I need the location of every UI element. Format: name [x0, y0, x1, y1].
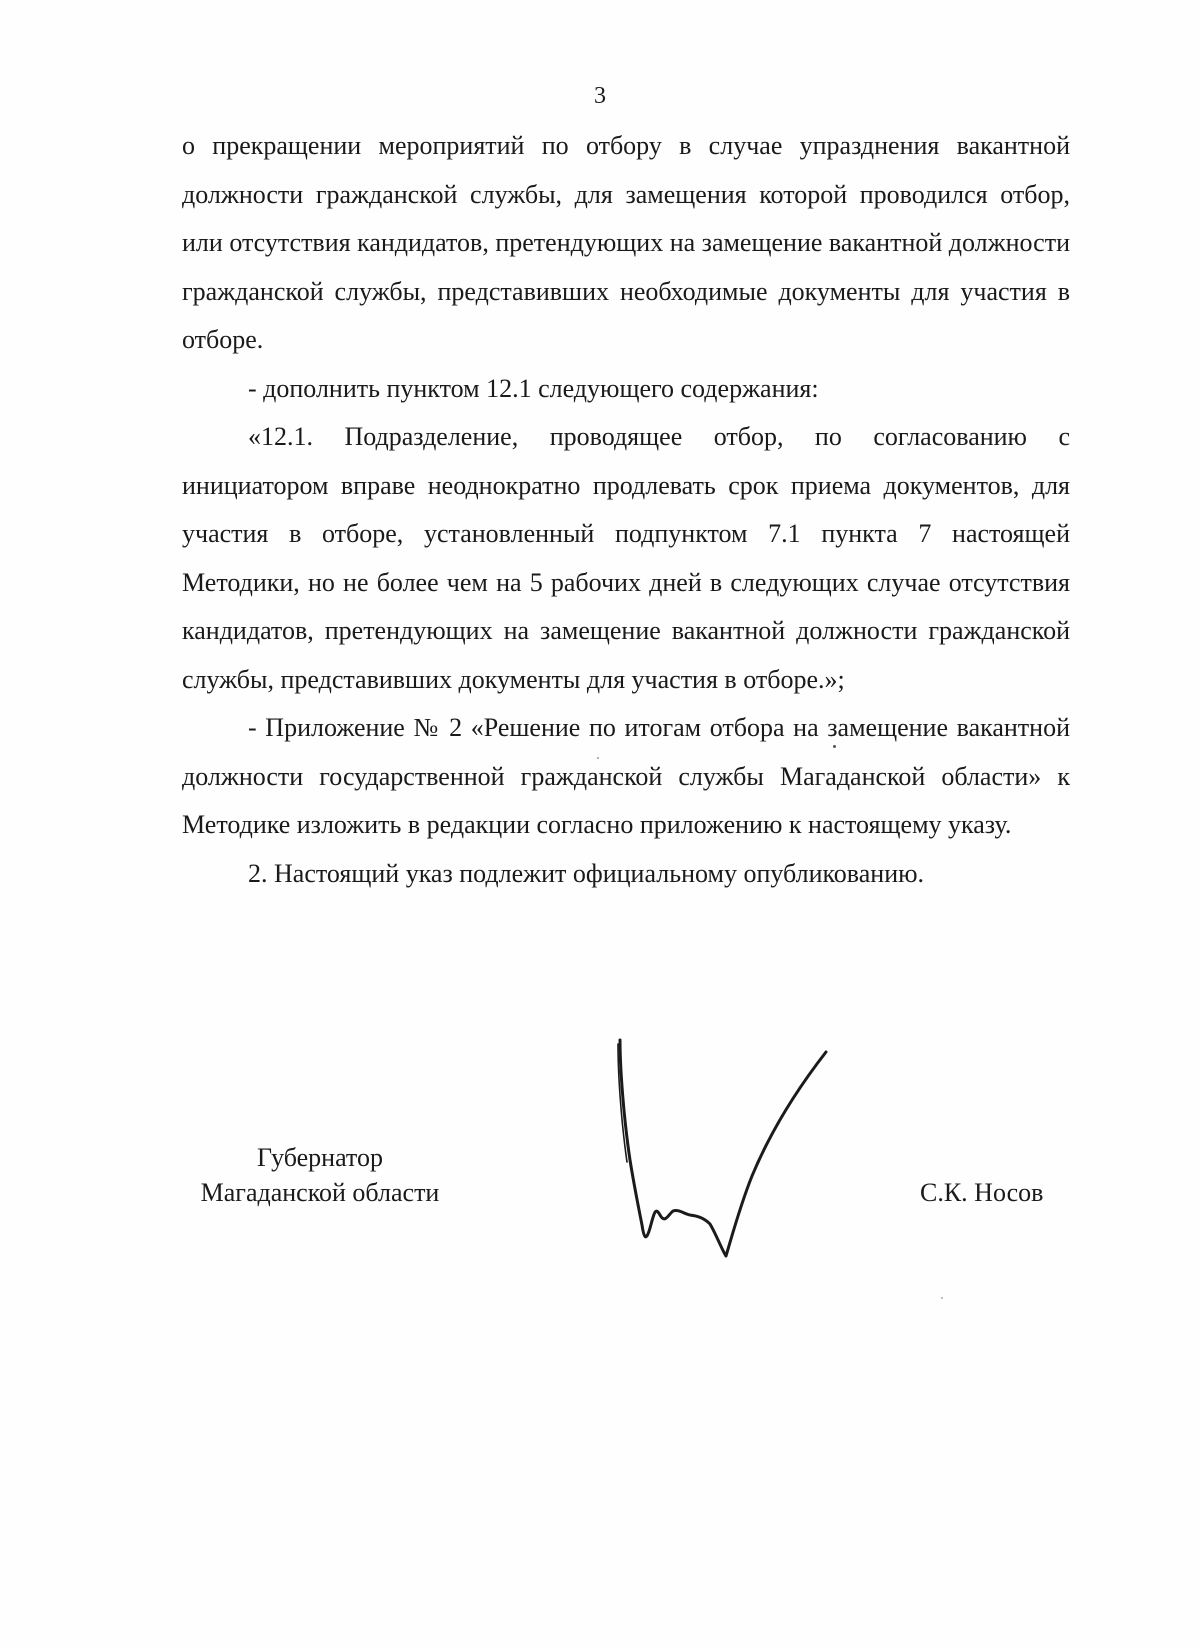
signatory-title-line-1: Губернатор [257, 1143, 383, 1172]
paragraph-amendment-intro: - дополнить пунктом 12.1 следующего содержания: [248, 373, 819, 403]
document-body [182, 122, 1070, 898]
paragraph-publication: 2. Настоящий указ подлежит официальному опубликованию. [248, 858, 925, 888]
scan-speck [597, 757, 599, 759]
paragraph-appendix-2: - Приложение № 2 «Решение по итогам отбора на замещение вакантной должности государственной гражданской службы Магаданской области» к Методике изложить в редакции согласно приложению к настоящему указу. [182, 713, 1070, 839]
page-number: 3 [594, 83, 606, 109]
paragraph-clause-12-1: «12.1. Подразделение, проводящее отбор, по согласованию с инициатором вправе неоднократно продлевать срок приема документов, для участия в отборе, установленный подпунктом 7.1 пункта 7 настоящей Методики, но не более чем на 5 рабочих дней в следующих случае отсутствия кандидатов, претендующих на замещение вакантной должности гражданской службы, представивших документы для участия в отборе.»; [182, 422, 1070, 694]
signatory-title-line-2: Магаданской области [200, 1178, 440, 1207]
signatory-name: С.К. Носов [920, 1178, 1044, 1207]
signatory-title [180, 1140, 460, 1210]
scan-speck [941, 1297, 943, 1299]
paragraph-continuation: о прекращении мероприятий по отбору в случае упразднения вакантной должности гражданской службы, для замещения которой проводился отбор, или отсутствия кандидатов, претендующих на замещение вакантной должности гражданской службы, представивших необходимые документы для участия в отборе. [182, 131, 1070, 354]
scan-speck [833, 745, 836, 748]
handwritten-signature [600, 1010, 880, 1270]
